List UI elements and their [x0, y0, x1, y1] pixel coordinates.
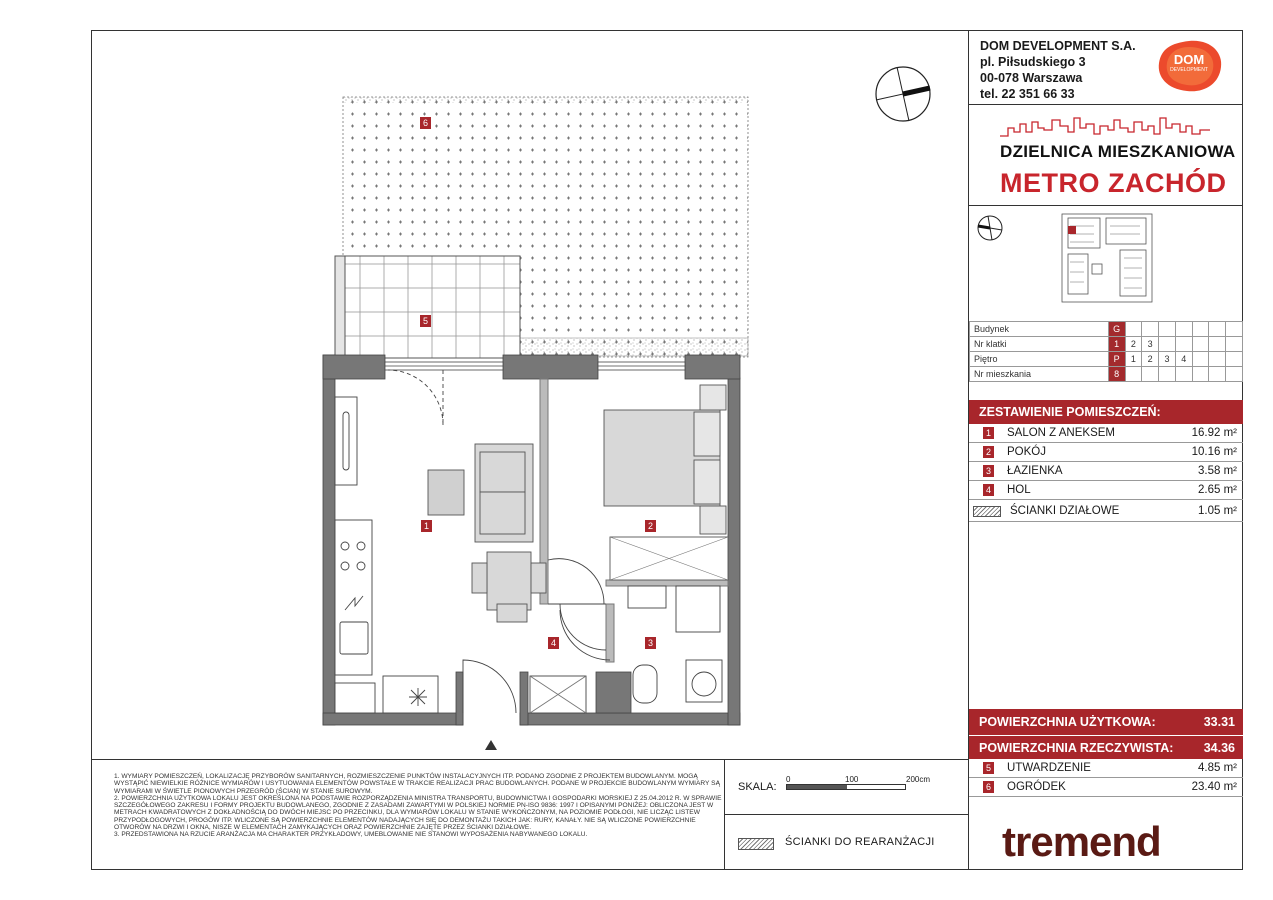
scale-tick-100: 100 [845, 775, 859, 784]
row-label: Budynek [970, 322, 1109, 337]
table-cell: 2 [1125, 337, 1142, 352]
disclaimer-notes [114, 773, 726, 839]
table-cell: 4 [1175, 352, 1192, 367]
entrance-marker [485, 740, 497, 750]
table-cell [1209, 352, 1226, 367]
table-cell [1226, 337, 1243, 352]
room-row [969, 462, 1243, 481]
room-area: 16.92 m² [1191, 427, 1237, 439]
scale-label: SKALA: [738, 781, 777, 793]
outdoor-number: 5 [983, 762, 994, 774]
note-2: 2. POWIERZCHNIA UŻYTKOWA LOKALU JEST OKREŚLONA NA PODSTAWIE ROZPORZĄDZENIA MINISTRA TRANSPORTU, BUDOWNICTWA I GOSPODARKI MORSKIEJ Z 25.04.2012 R. W SPRAWIE SZCZEGÓŁOWEGO ZAKRESU I FORMY PROJEKTU BUDOWLANEGO, ZGODNIE Z ZASADAMI ZAWARTYMI W POLSKIEJ NORMIE PN-ISO 9836: 1997 I OPISANYMI PONIŻEJ: OBLICZONA JEST W METRACH KWADRATOWYCH Z DOKŁADNOŚCIĄ DO DWÓCH MIEJSC PO PRZECINKU, DLA WYMIARÓW LOKALU W STANIE WYKOŃCZONYM, NA POZIOMIE PODŁOGI, NIE LICZĄC LISTEW PRZYPODŁOGOWYCH, PROGÓW ITP. WLICZONE SĄ POWIERZCHNIE ELEMENTÓW NADAJĄCYCH SIĘ DO DEMONTAŻU TAKICH JAK: RURY, KANAŁY. NIE SĄ WLICZONE POWIERZCHNIE OTWORÓW NA DRZWI I OKNA, NISZE W ELEMENTACH ZAMYKAJĄCYCH ORAZ POWIERZCHNIE ZAJĘTE PRZEZ ŚCIANKI DZIAŁOWE. [114, 794, 722, 832]
plan-label-4: 4 [548, 637, 559, 649]
plan-label-3: 3 [645, 637, 656, 649]
table-cell [1192, 322, 1209, 337]
room-row [969, 424, 1243, 443]
scale-tick-200: 200cm [906, 775, 931, 784]
company-phone: tel. 22 351 66 33 [980, 87, 1075, 101]
scale-tick-0: 0 [786, 775, 791, 784]
room-area: 2.65 m² [1198, 484, 1237, 496]
table-row [970, 352, 1243, 367]
table-cell [1226, 322, 1243, 337]
skyline-icon [1000, 114, 1210, 138]
table-cell [1159, 337, 1176, 352]
room-number: 1 [983, 427, 994, 439]
partition-name: ŚCIANKI DZIAŁOWE [1010, 505, 1120, 517]
table-cell [1192, 352, 1209, 367]
table-cell [1209, 337, 1226, 352]
district-name: METRO ZACHÓD [1000, 168, 1227, 198]
table-cell: G [1108, 322, 1125, 337]
room-row [969, 481, 1243, 500]
table-cell [1192, 337, 1209, 352]
table-cell: 3 [1142, 337, 1159, 352]
row-label: Piętro [970, 352, 1109, 367]
real-area-bar [969, 735, 1243, 759]
rearrangement-hatch-icon [738, 838, 774, 850]
room-number: 2 [983, 446, 994, 458]
outdoor-row [969, 778, 1243, 797]
tremend-brand-logo: tremend [1002, 818, 1161, 865]
table-cell [1192, 367, 1209, 382]
room-row [969, 443, 1243, 462]
table-cell [1175, 322, 1192, 337]
outdoor-name: UTWARDZENIE [1007, 762, 1091, 774]
table-cell [1209, 322, 1226, 337]
table-row [970, 337, 1243, 352]
plan-label-6: 6 [420, 117, 431, 129]
table-cell: 3 [1159, 352, 1176, 367]
company-city: 00-078 Warszawa [980, 71, 1083, 85]
table-cell [1125, 322, 1142, 337]
row-label: Nr klatki [970, 337, 1109, 352]
partition-hatch-icon [973, 506, 1001, 517]
plan-label-1: 1 [421, 520, 432, 532]
company-address [980, 38, 1136, 102]
room-number: 3 [983, 465, 994, 477]
divider [91, 759, 969, 760]
table-cell: 8 [1108, 367, 1125, 382]
usable-area-bar [969, 709, 1243, 735]
table-cell [1159, 322, 1176, 337]
table-cell: 1 [1125, 352, 1142, 367]
divider [969, 104, 1243, 105]
apartment-info-table [969, 321, 1243, 382]
note-3: 3. PRZEDSTAWIONA NA RZUCIE ARANŻACJA MA CHARAKTER PRZYKŁADOWY, UMEBLOWANIE NIE STANOWI WYPOSAŻENIA NABYWANEGO LOKALU. [114, 831, 588, 839]
table-cell [1175, 337, 1192, 352]
outdoor-row [969, 759, 1243, 778]
table-row [970, 367, 1243, 382]
table-cell [1226, 352, 1243, 367]
room-name: SALON Z ANEKSEM [1007, 427, 1116, 439]
plan-label-2: 2 [645, 520, 656, 532]
real-area-label: POWIERZCHNIA RZECZYWISTA: [979, 741, 1174, 755]
company-name: DOM DEVELOPMENT S.A. [980, 39, 1136, 53]
logo-text-top: DOM [1173, 52, 1205, 67]
table-cell [1209, 367, 1226, 382]
rooms-header: ZESTAWIENIE POMIESZCZEŃ: [969, 400, 1243, 424]
table-cell: 1 [1108, 337, 1125, 352]
table-row [970, 322, 1243, 337]
partition-row [969, 502, 1243, 522]
plan-label-5: 5 [420, 315, 431, 327]
room-name: HOL [1007, 484, 1031, 496]
table-cell [1142, 367, 1159, 382]
scale-bar [786, 784, 906, 790]
outdoor-area: 4.85 m² [1198, 762, 1237, 774]
company-street: pl. Piłsudskiego 3 [980, 55, 1086, 69]
table-cell: 2 [1142, 352, 1159, 367]
note-1: 1. WYMIARY POMIESZCZEŃ, LOKALIZACJĘ PRZYBORÓW SANITARNYCH, ROZMIESZCZENIE PUNKTÓW INSTALACYJNYCH ITP. PODANO ZGODNIE Z PROJEKTEM BUDOWLANYM. MOGĄ WYSTĄPIĆ NIEWIELKIE RÓŻNICE WYMIARÓW I USYTUOWANIA ELEMENTÓW POWSTAŁE W TRAKCIE REALIZACJI PRAC BUDOWLANYCH. PODANE W PROJEKCIE BUDOWLANYM WYMIARY SĄ WYMIARAMI W ŚWIETLE PIONOWYCH PRZEGRÓD (ŚCIAN) W STANIE SUROWYM. [114, 773, 720, 795]
room-number: 4 [983, 484, 994, 496]
dom-logo [1153, 37, 1225, 95]
room-area: 10.16 m² [1191, 446, 1237, 458]
table-cell [1125, 367, 1142, 382]
compass-icon [876, 67, 930, 121]
table-cell [1175, 367, 1192, 382]
outdoor-number: 6 [983, 781, 994, 793]
outdoor-area: 23.40 m² [1191, 781, 1237, 793]
site-key-plan [970, 206, 1243, 320]
usable-area-label: POWIERZCHNIA UŻYTKOWA: [979, 715, 1156, 729]
room-name: POKÓJ [1007, 446, 1046, 458]
small-compass-icon [978, 216, 1002, 240]
kitchen [335, 397, 438, 713]
table-cell: P [1108, 352, 1125, 367]
legend-label: ŚCIANKI DO REARANŻACJI [785, 836, 935, 848]
terrace-area [345, 256, 520, 358]
logo-text-bottom: DEVELOPMENT [1170, 67, 1208, 73]
partition-area: 1.05 m² [1198, 505, 1237, 517]
room-area: 3.58 m² [1198, 465, 1237, 477]
real-area-value: 34.36 [1203, 741, 1235, 755]
divider [724, 814, 969, 815]
outdoor-name: OGRÓDEK [1007, 781, 1066, 793]
room-name: ŁAZIENKA [1007, 465, 1063, 477]
table-cell [1142, 322, 1159, 337]
row-label: Nr mieszkania [970, 367, 1109, 382]
usable-area-value: 33.31 [1203, 715, 1235, 729]
district-title: DZIELNICA MIESZKANIOWA [1000, 142, 1236, 161]
table-cell [1226, 367, 1243, 382]
table-cell [1159, 367, 1176, 382]
